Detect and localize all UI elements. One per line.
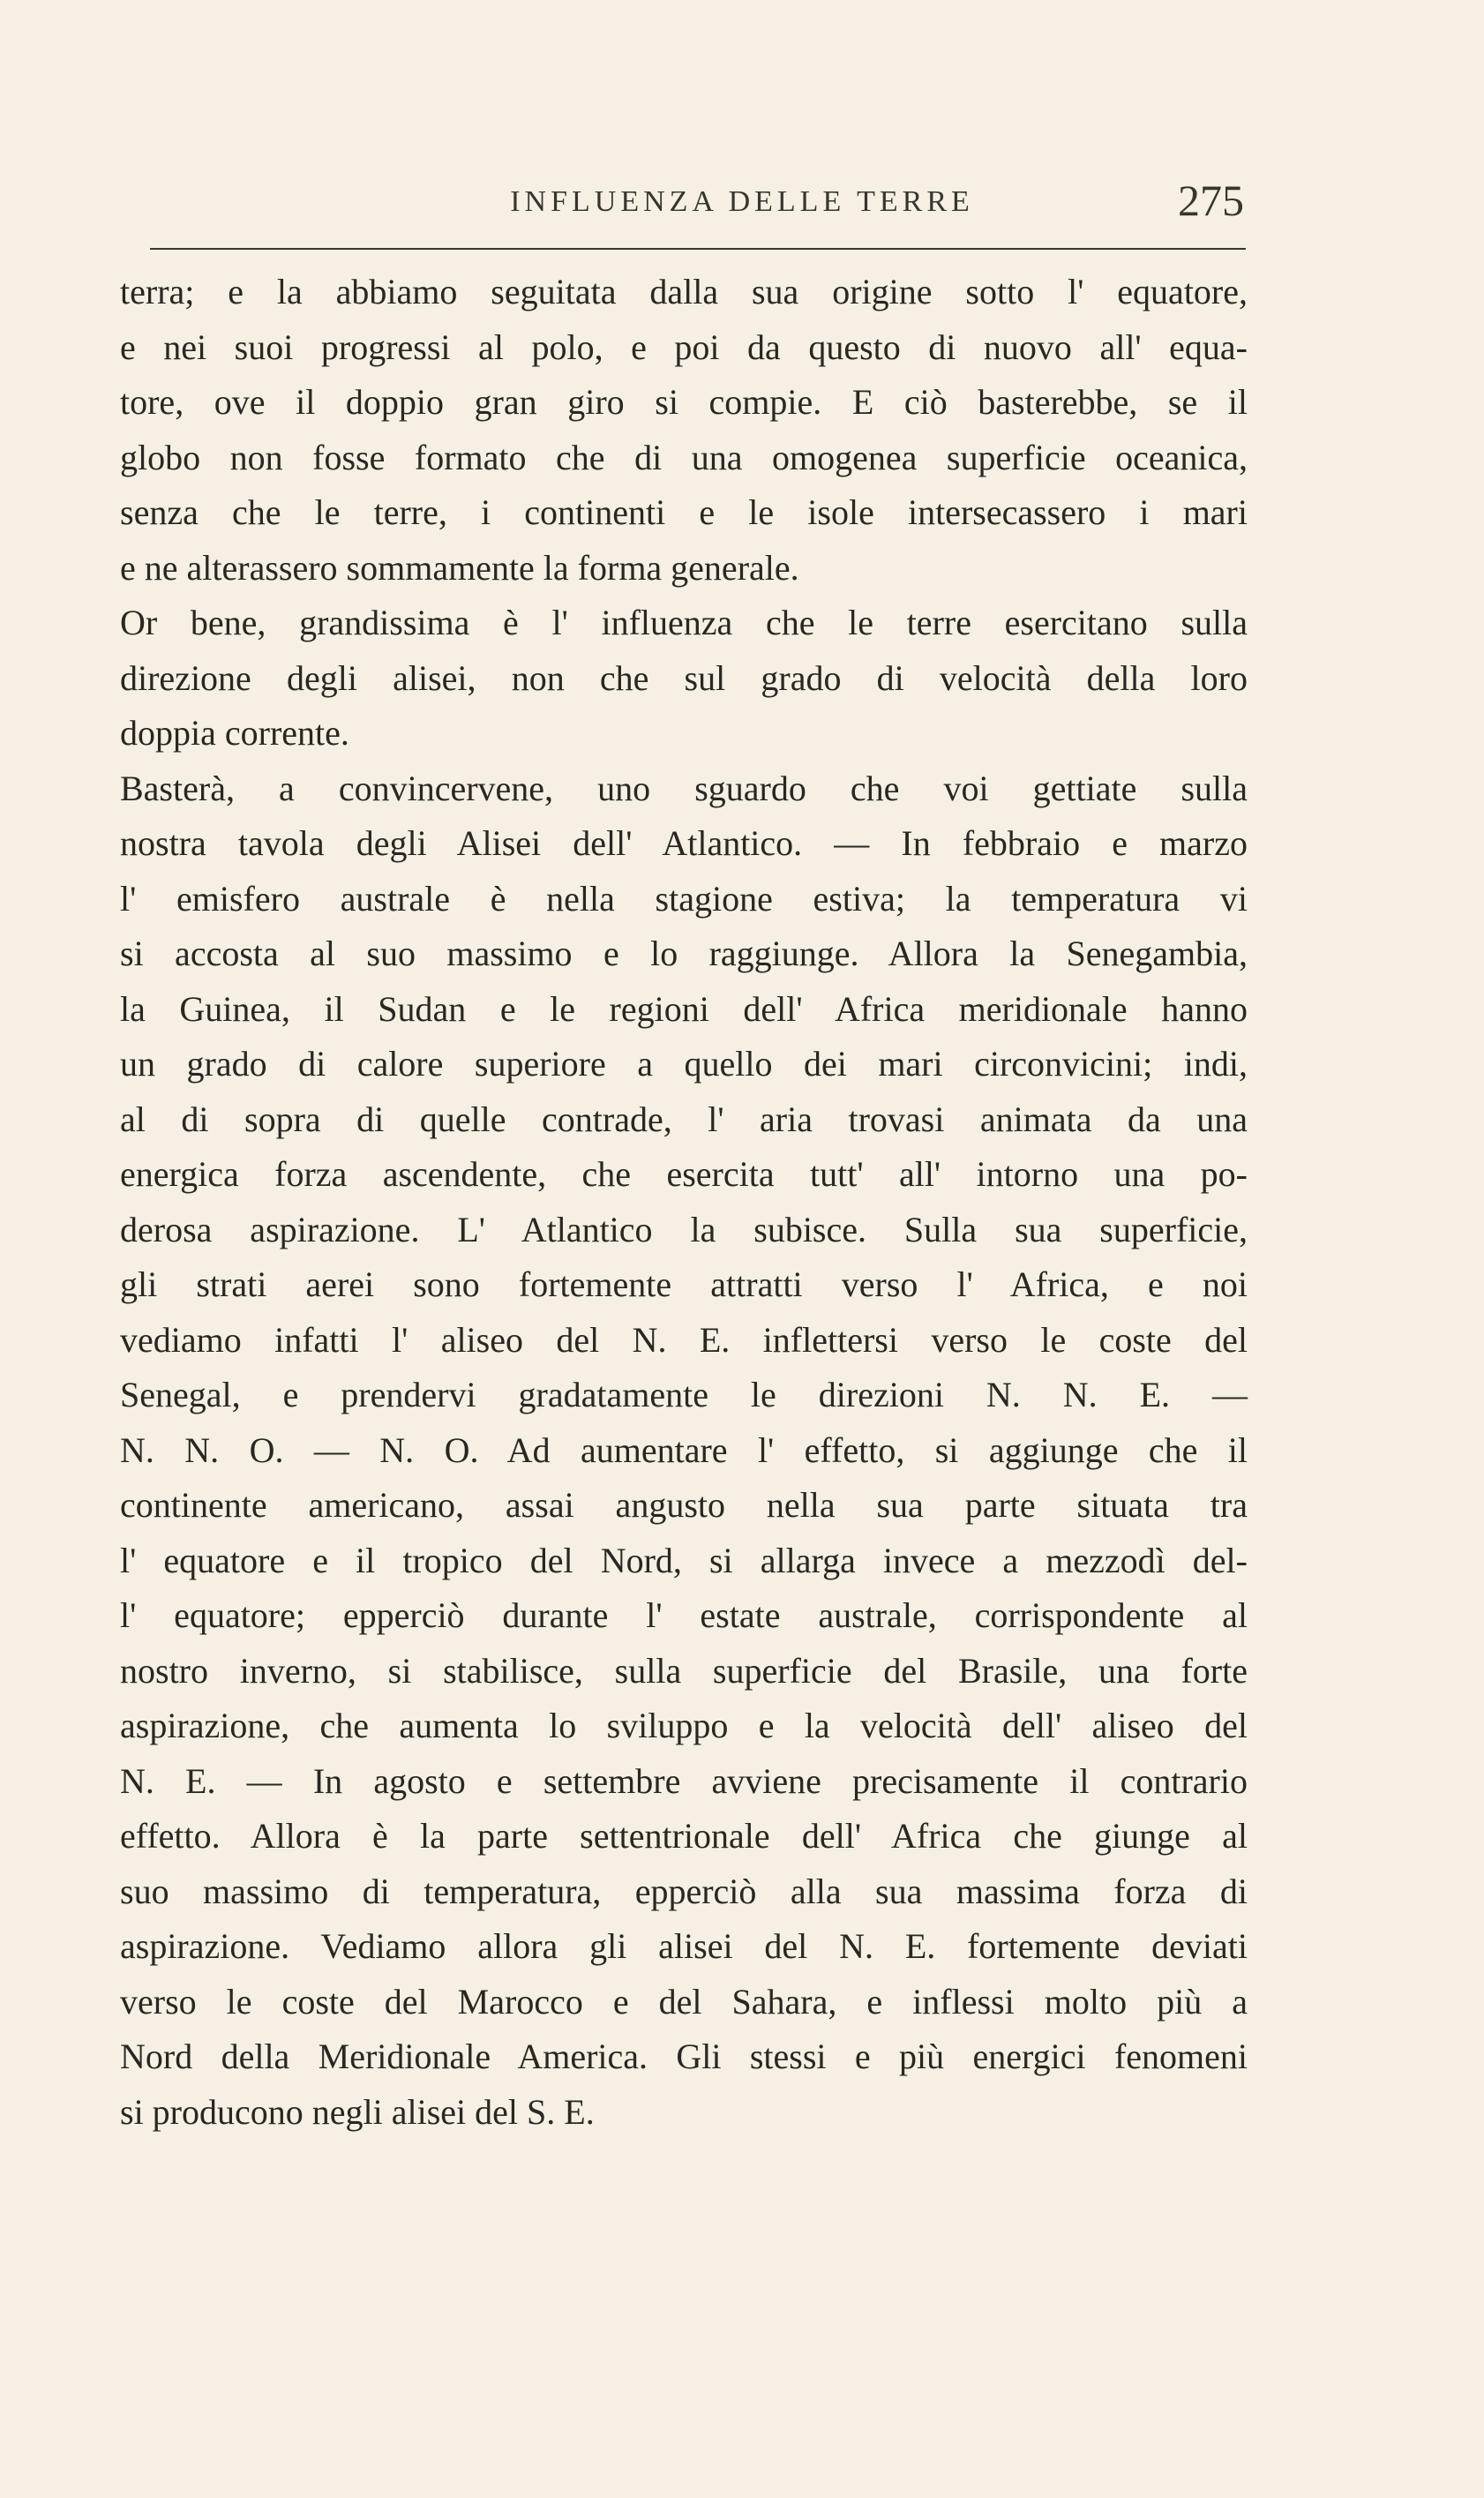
body-text [120, 265, 1248, 2140]
text-line: direzione degli alisei, non che sul grado di velocità della loro [120, 657, 1248, 698]
text-line: la Guinea, il Sudan e le regioni dell' Africa meridionale hanno [120, 988, 1248, 1029]
text-line: l' equatore e il tropico del Nord, si allarga invece a mezzodì del- [120, 1540, 1248, 1580]
text-line: l' emisfero australe è nella stagione estiva; la temperatura vi [120, 878, 1248, 919]
text-line: al di sopra di quelle contrade, l' aria trovasi animata da una [120, 1099, 1248, 1139]
text-line: senza che le terre, i continenti e le isole intersecassero i mari [120, 492, 1248, 532]
text-line: verso le coste del Marocco e del Sahara, e inflessi molto più a [120, 1981, 1248, 2022]
text-line: energica forza ascendente, che esercita tutt' all' intorno una po- [120, 1154, 1248, 1194]
text-line: si producono negli alisei del S. E. [120, 2091, 595, 2132]
text-line: N. N. O. — N. O. Ad aumentare l' effetto, si aggiunge che il [120, 1429, 1248, 1470]
text-line: N. E. — In agosto e settembre avviene precisamente il contrario [120, 1760, 1248, 1801]
text-line: gli strati aerei sono fortemente attratti verso l' Africa, e noi [120, 1264, 1248, 1304]
text-line: Nord della Meridionale America. Gli stessi e più energici fenomeni [120, 2037, 1248, 2076]
text-line: Or bene, grandissima è l' influenza che le terre esercitano sulla [120, 603, 1248, 642]
text-line: doppia corrente. [120, 713, 349, 753]
text-line: globo non fosse formato che di una omogenea superficie oceanica, [120, 437, 1248, 477]
text-line: tore, ove il doppio gran giro si compie. E ciò basterebbe, se il [120, 382, 1248, 422]
text-line: un grado di calore superiore a quello dei mari circonvicini; indi, [120, 1044, 1248, 1084]
text-line: Senegal, e prendervi gradatamente le direzioni N. N. E. — [120, 1375, 1248, 1414]
running-title: INFLUENZA DELLE TERRE [510, 185, 974, 218]
text-line: e ne alterassero sommamente la forma generale. [120, 547, 799, 588]
text-line: suo massimo di temperatura, epperciò alla sua massima forza di [120, 1871, 1248, 1911]
text-line: terra; e la abbiamo seguitata dalla sua origine sotto l' equatore, [120, 272, 1248, 311]
text-line: continente americano, assai angusto nella sua parte situata tra [120, 1485, 1248, 1525]
running-head [0, 175, 1484, 228]
text-line: l' equatore; epperciò durante l' estate australe, corrispondente al [120, 1595, 1248, 1635]
text-line: aspirazione. Vediamo allora gli alisei del N. E. fortemente deviati [120, 1926, 1248, 1966]
text-line: Basterà, a convincervene, uno sguardo che voi gettiate sulla [120, 768, 1248, 808]
text-line: si accosta al suo massimo e lo raggiunge. Allora la Senegambia, [120, 934, 1248, 973]
text-line: nostra tavola degli Alisei dell' Atlantico. — In febbraio e marzo [120, 823, 1248, 863]
text-line: vediamo infatti l' aliseo del N. E. inflettersi verso le coste del [120, 1319, 1248, 1360]
text-line: effetto. Allora è la parte settentrionale dell' Africa che giunge al [120, 1816, 1248, 1856]
text-line: aspirazione, che aumenta lo sviluppo e la velocità dell' aliseo del [120, 1706, 1248, 1745]
text-line: nostro inverno, si stabilisce, sulla superficie del Brasile, una forte [120, 1650, 1248, 1691]
text-line: derosa aspirazione. L' Atlantico la subisce. Sulla sua superficie, [120, 1209, 1248, 1249]
page-number: 275 [1178, 176, 1244, 225]
header-rule [150, 248, 1246, 250]
text-line: e nei suoi progressi al polo, e poi da questo di nuovo all' equa- [120, 326, 1248, 367]
